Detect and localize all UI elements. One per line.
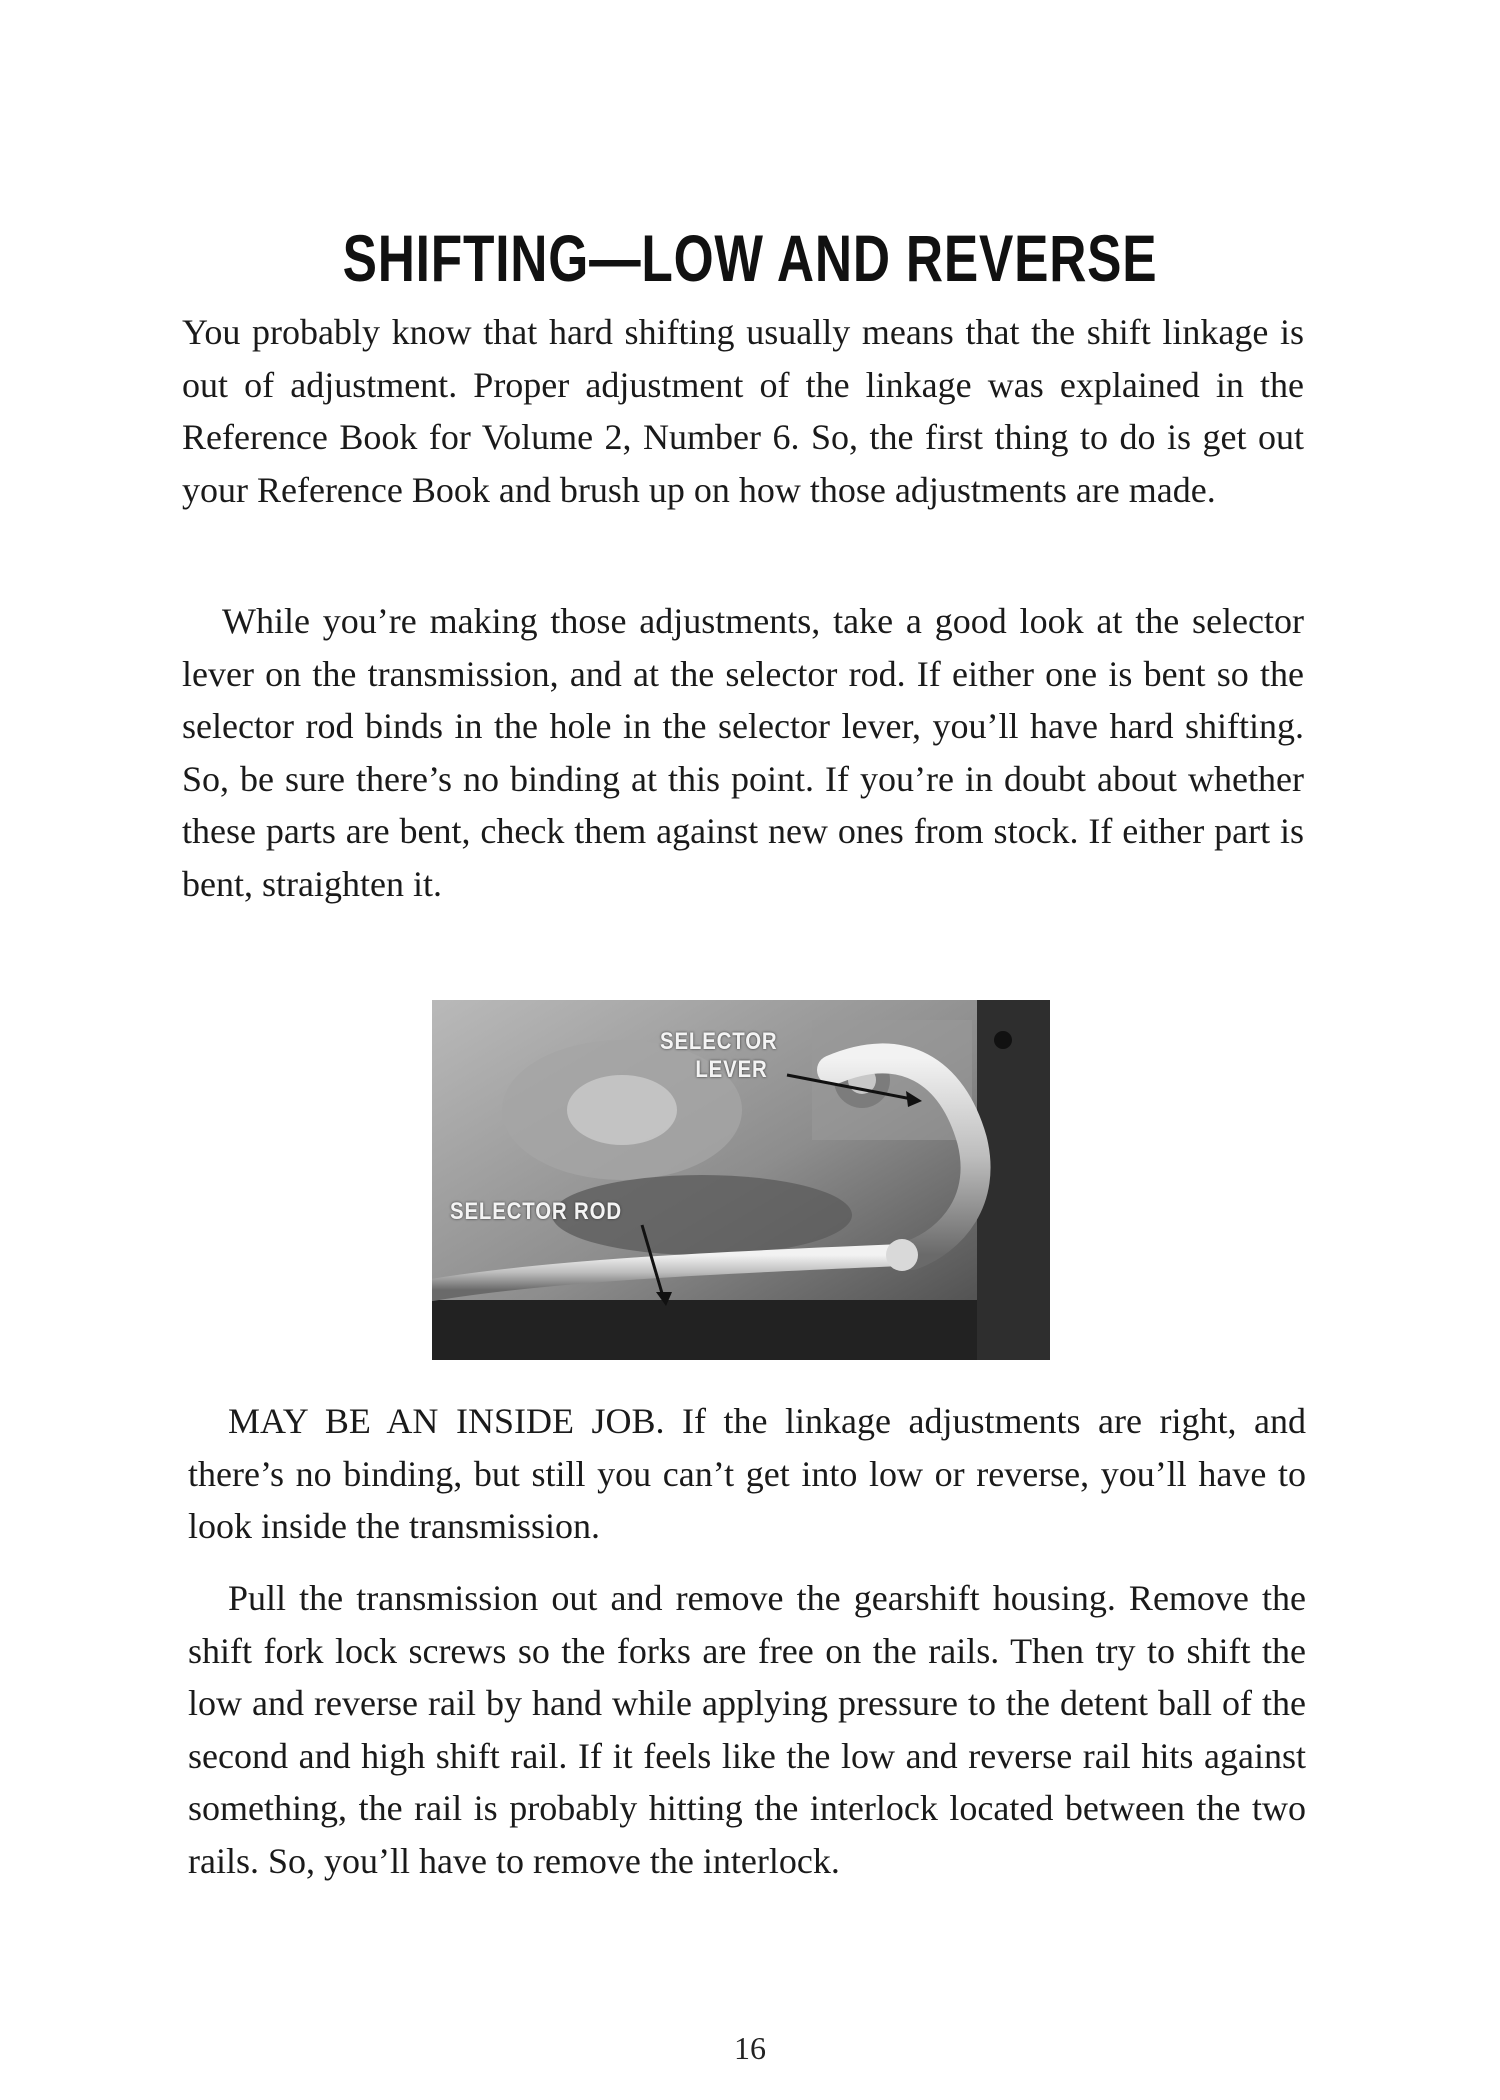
selector-lever-label — [660, 1028, 778, 1084]
selector-linkage-photo — [432, 1000, 1050, 1360]
paragraph-2: While you’re making those adjustments, take a good look at the selector lever on the transmission, and at the selector rod. If either one is bent so the selector rod binds in the hole in the selector lever, you’ll have hard shifting. So, be sure there’s no binding at this point. If you’re in doubt about whether these parts are bent, check them against new ones from stock. If either part is bent, straighten it. — [182, 601, 1304, 904]
page-title: SHIFTING—LOW AND REVERSE — [342, 221, 1158, 295]
page-number: 16 — [734, 2030, 766, 2066]
paragraph-4: Pull the transmission out and remove the gearshift housing. Remove the shift fork lock screws so the forks are free on the rails. Then try to shift the low and reverse rail by hand while applying pressure to the detent ball of the second and high shift rail. If it feels like the low and reverse rail hits against something, the rail is probably hitting the interlock located between the two rails. So, you’ll have to remove the interlock. — [188, 1578, 1306, 1881]
selector-lever-label-line1: SELECTOR — [660, 1028, 778, 1055]
paragraph-3: MAY BE AN INSIDE JOB. If the linkage adjustments are right, and there’s no binding, but still you can’t get into low or reverse, you’ll have to look inside the transmission. — [188, 1401, 1306, 1546]
paragraph-1: You probably know that hard shifting usually means that the shift linkage is out of adjustment. Proper adjustment of the linkage was explained in the Reference Book for Volume 2, Number 6. So, the first thing to do is get out your Reference Book and brush up on how those adjustments are made. — [182, 312, 1304, 510]
selector-rod-label: SELECTOR ROD — [450, 1198, 622, 1225]
selector-lever-label-line2: LEVER — [695, 1056, 768, 1083]
